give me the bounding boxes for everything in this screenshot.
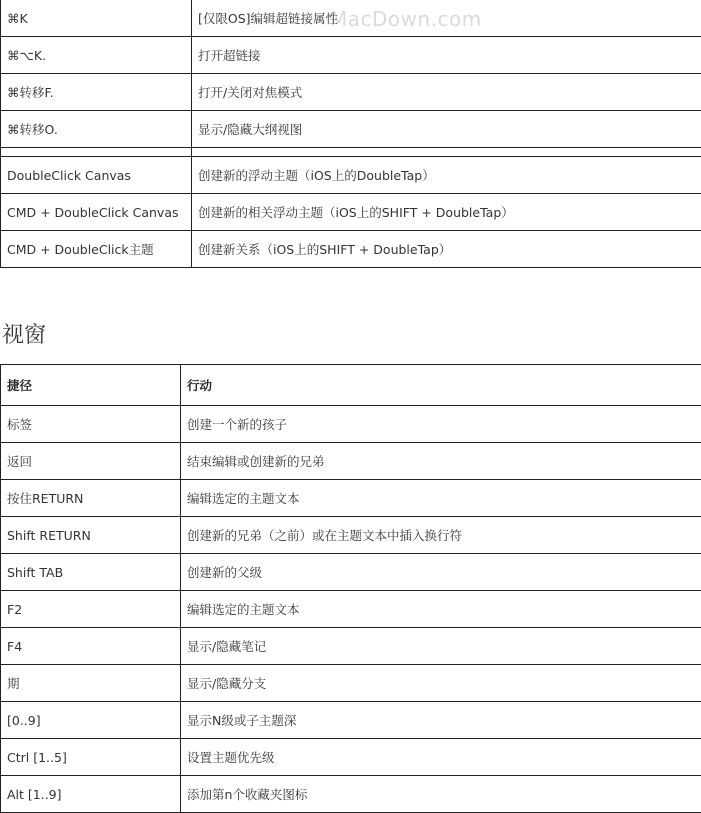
action-cell: 打开超链接 [192,37,701,74]
action-cell: 编辑选定的主题文本 [181,591,701,628]
shortcuts-table-1 [0,0,701,268]
table-row [1,406,701,443]
column-header-action: 行动 [181,365,701,406]
watermark-text: MacDown.com [330,7,482,31]
shortcut-cell: Shift RETURN [1,517,181,554]
shortcut-cell: CMD + DoubleClick Canvas [1,194,192,231]
table-row [1,157,701,194]
action-cell: 结束编辑或创建新的兄弟 [181,443,701,480]
shortcut-cell: DoubleClick Canvas [1,157,192,194]
shortcut-cell: 返回 [1,443,181,480]
shortcut-cell: CMD + DoubleClick主题 [1,231,192,268]
table-row [1,665,701,702]
table-row [1,517,701,554]
shortcut-cell: F2 [1,591,181,628]
action-cell: [仅限OS]编辑超链接属性 [192,0,701,37]
action-cell: 显示/隐藏分支 [181,665,701,702]
table-row [1,111,701,148]
action-cell: 创建新的父级 [181,554,701,591]
shortcut-cell: Shift TAB [1,554,181,591]
section-heading: 视窗 [2,318,46,349]
empty-table-row [1,148,701,157]
shortcut-cell: ⌘转移F. [1,74,192,111]
action-cell: 设置主题优先级 [181,739,701,776]
action-cell: 添加第n个收藏夹图标 [181,776,701,813]
action-cell: 编辑选定的主题文本 [181,480,701,517]
shortcut-cell: 标签 [1,406,181,443]
action-cell: 创建新的相关浮动主题（iOS上的SHIFT + DoubleTap） [192,194,701,231]
table-row [1,776,701,813]
shortcut-cell: [0..9] [1,702,181,739]
action-cell: 显示N级或子主题深 [181,702,701,739]
table-row [1,591,701,628]
table-row [1,74,701,111]
shortcut-cell: ⌘K [1,0,192,37]
shortcut-cell: 期 [1,665,181,702]
action-cell: 创建新的浮动主题（iOS上的DoubleTap） [192,157,701,194]
shortcut-cell: ⌘⌥K. [1,37,192,74]
action-cell: 显示/隐藏笔记 [181,628,701,665]
table-row [1,702,701,739]
table-row [1,628,701,665]
action-cell: 创建新关系（iOS上的SHIFT + DoubleTap） [192,231,701,268]
shortcut-cell: Alt [1..9] [1,776,181,813]
action-cell: 创建一个新的孩子 [181,406,701,443]
table-row [1,554,701,591]
empty-cell [1,148,192,157]
table-row [1,739,701,776]
shortcuts-table-2 [0,364,701,813]
action-cell: 显示/隐藏大纲视图 [192,111,701,148]
shortcut-cell: 按住RETURN [1,480,181,517]
shortcut-cell: Ctrl [1..5] [1,739,181,776]
table-row [1,0,701,37]
table-header-row [1,365,701,406]
action-cell: 打开/关闭对焦模式 [192,74,701,111]
table-row [1,480,701,517]
table-row [1,37,701,74]
table-row [1,194,701,231]
empty-cell [192,148,701,157]
table-row [1,231,701,268]
action-cell: 创建新的兄弟（之前）或在主题文本中插入换行符 [181,517,701,554]
shortcut-cell: ⌘转移O. [1,111,192,148]
column-header-shortcut: 捷径 [1,365,181,406]
table-row [1,443,701,480]
shortcut-cell: F4 [1,628,181,665]
